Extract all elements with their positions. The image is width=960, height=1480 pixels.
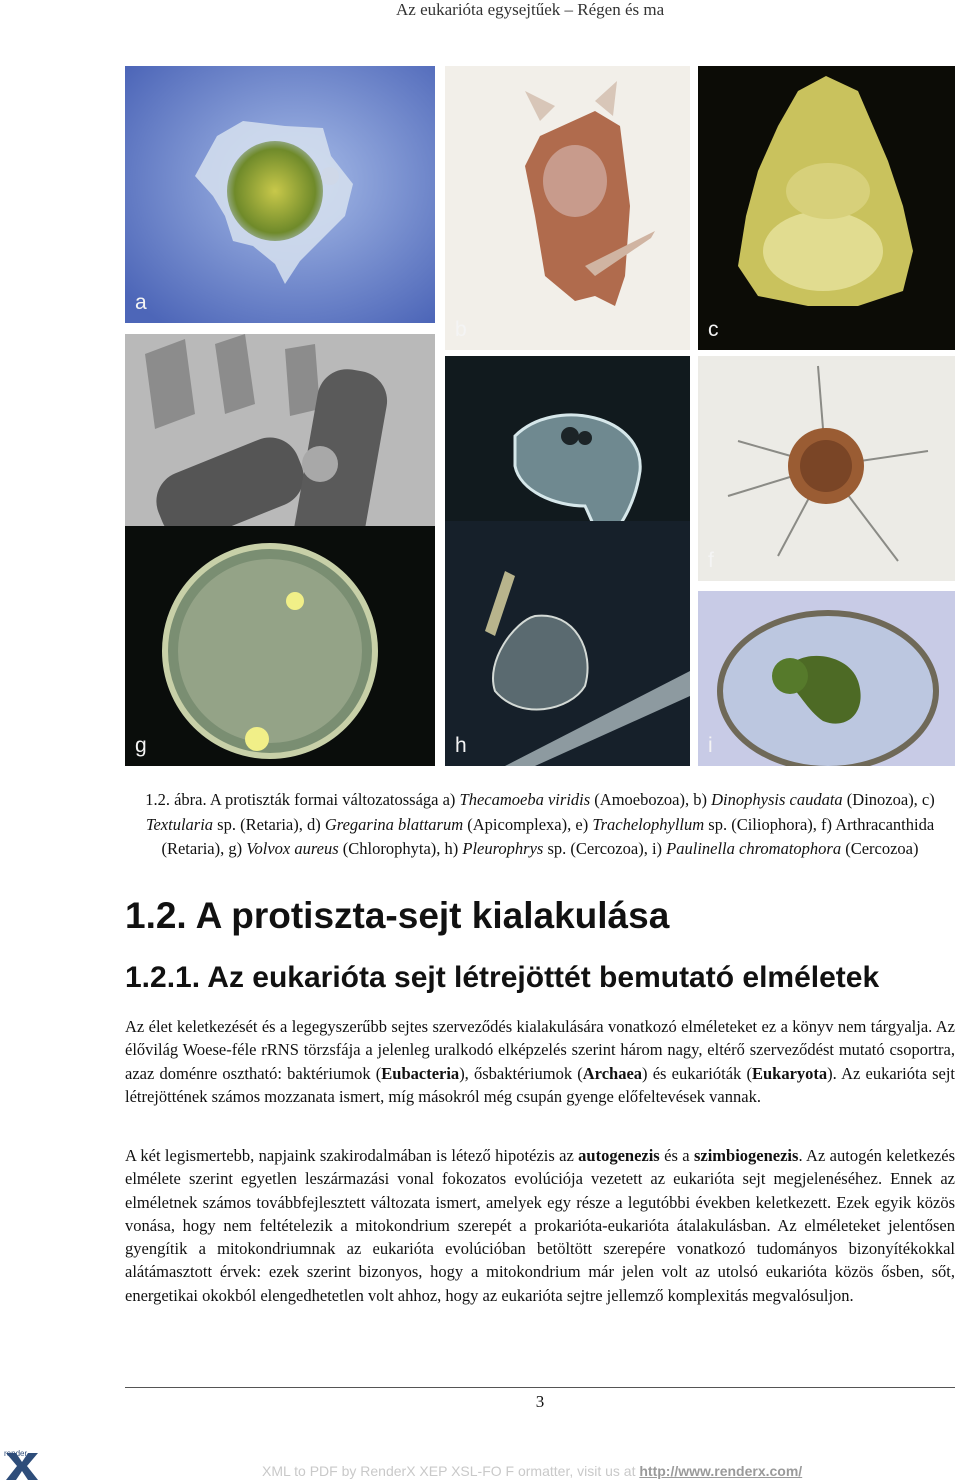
caption-taxon-1: Thecamoeba viridis [459,790,591,809]
body-paragraph-2 [125,1144,955,1307]
panel-letter-f: f [708,549,714,572]
figure-caption [125,788,955,862]
logo-wordmark: render [4,1449,28,1458]
caption-text-7: (Chlorophyta), h) [338,839,463,858]
p2-term-szimbiogenezis: szimbiogenezis [693,1146,799,1165]
caption-text-4: sp. (Retaria), d) [213,814,325,834]
caption-taxon-7: Pleurophrys [462,839,544,858]
page-number: 3 [535,1392,545,1411]
caption-text-6: sp. (Ciliophora), f) Arthracanthida (Retaria), g) [161,814,935,858]
figure-panel-h [445,521,690,766]
caption-text-2: (Amoebozoa), b) [590,790,712,809]
caption-taxon-8: Paulinella chromatophora [666,839,842,858]
caption-taxon-5: Trachelophyllum [592,814,705,834]
figure-panel-b [445,66,690,350]
protist-figure [125,66,955,766]
p2-term-autogenezis: autogenezis [578,1146,660,1165]
p1-text-e: ). Az eukarióta sejt létrejöttének számos mozzanata ismert, míg másokról még csupán gyenge előfeltevések vannak. [125,1063,955,1106]
generator-footer [262,1463,802,1479]
caption-taxon-4: Gregarina blattarum [324,814,464,834]
figure-panel-c [698,66,955,350]
body-paragraph-1 [125,1015,955,1108]
caption-text-3: (Dinozoa), c) [842,790,935,809]
p1-text-a: Az élet keletkezését és a legegyszerűbb sejtes szerveződés kialakulására vonatkozó elméleteket ez a könyv nem tárgyalja. Az élővilág Woese-féle rRNS törzsfája a jelenleg uralkodó elképzelés szerint három nagy, eltérő szerveződést mutató csoportra, azaz doménre osztható: baktériumok ( [125,1017,955,1083]
p1-text-d: ) és eukarióták ( [642,1063,752,1083]
footer-link[interactable]: http://www.renderx.com/ [639,1463,803,1479]
panel-letter-a: a [135,291,147,314]
p2-text-a: A két legismertebb, napjaink szakirodalmában is létező hipotézis az [125,1146,579,1165]
panel-letter-b: b [455,318,467,341]
renderx-logo-icon [2,1447,42,1480]
caption-text-8: sp. (Cercozoa), i) [543,839,667,858]
section-heading: 1.2. A protiszta-sejt kialakulása [125,895,670,936]
caption-text-1: 1.2. ábra. A protiszták formai változatossága a) [145,790,460,809]
caption-text-9: (Cercozoa) [841,839,919,858]
running-title: Az eukarióta egysejtűek – Régen és ma [396,0,665,19]
panel-letter-c: c [708,318,719,341]
p1-term-archaea: Archaea [582,1063,643,1083]
figure-panel-f [698,356,955,581]
p1-term-eubacteria: Eubacteria [381,1063,460,1083]
figure-panel-a [125,66,435,323]
caption-taxon-2: Dinophysis caudata [711,790,843,809]
subsection-heading: 1.2.1. Az eukarióta sejt létrejöttét bemutató elméletek [125,961,880,994]
p2-text-c: és a [659,1146,694,1165]
figure-panel-i [698,591,955,766]
figure-panel-g [125,526,435,766]
footer-divider [125,1387,955,1388]
p1-text-c: ), ősbaktériumok ( [459,1063,583,1083]
caption-taxon-6: Volvox aureus [246,839,339,858]
caption-taxon-3: Textularia [145,814,214,834]
panel-letter-h: h [455,734,467,757]
footer-text: XML to PDF by RenderX XEP XSL-FO F ormatter, visit us at [262,1463,640,1479]
p2-text-d: . Az autogén keletkezés elmélete szerint egyetlen leszármazási vonal fokozatos evolúciója vezetett az eukarióta sejt megjelenéséhez. Ennek az elméletnek számos továbbfejlesztett változata ismert, amelyek egy része a legutóbbi években keletkezett. Ezek egyik közös vonása, hogy nem feltételezik a mitokondrium szerepét a prokarióta-eukarióta átalakulásban. Az elméleteket jelentősen gyengítik a mitokondriumnak az eukarióta evolúcióban betöltött szerepére vonatkozó tudományos bizonyítékokkal alátámasztott érvek: ezek szerint bizonyos, hogy a mitokondrium már jelen volt az utolsó eukarióta közös ősben, sőt, energetikai okokból elengedhetetlen volt ahhoz, hogy az eukarióta sejtre jellemző komplexitás megvalósuljon. [125,1146,955,1305]
panel-letter-g: g [135,734,147,757]
caption-text-5: (Apicomplexa), e) [463,814,593,834]
p1-term-eukaryota: Eukaryota [751,1063,828,1083]
panel-letter-i: i [708,734,713,757]
